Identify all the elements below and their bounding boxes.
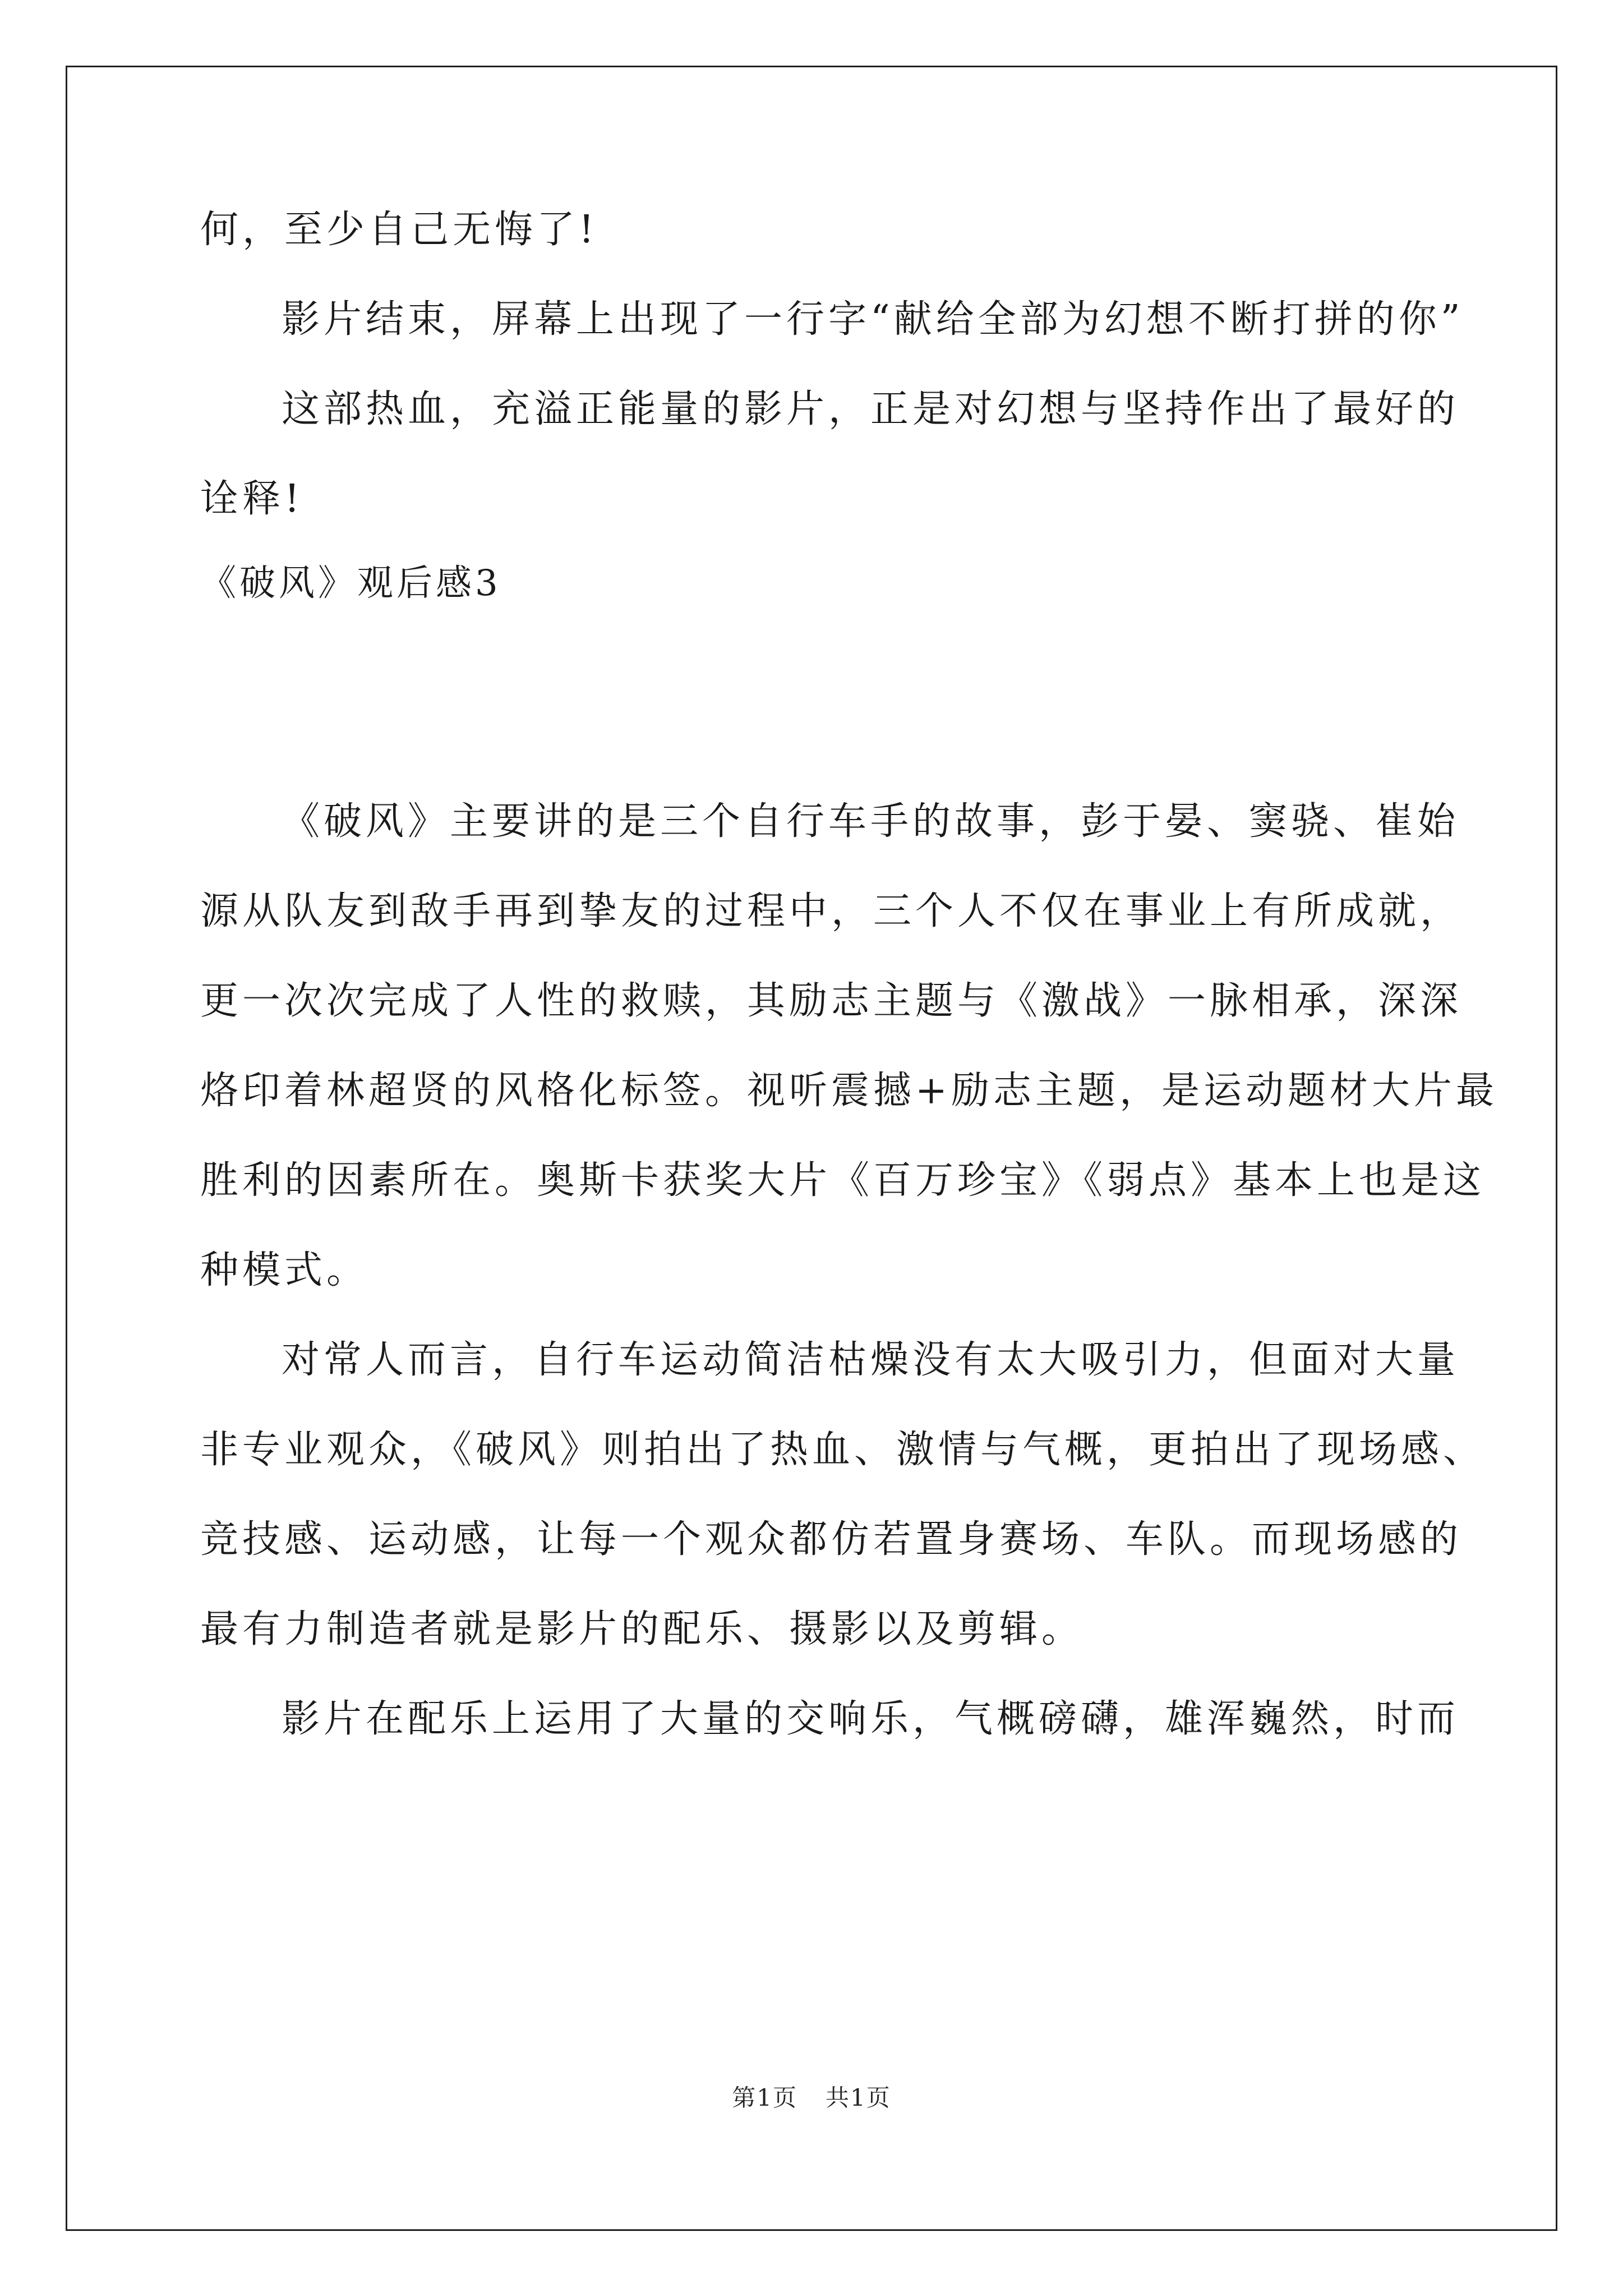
text-line: 源从队友到敌手再到挚友的过程中，三个人不仅在事业上有所成就， (200, 889, 1463, 933)
text-line: 影片在配乐上运用了大量的交响乐，气概磅礴，雄浑巍然，时而 (282, 1697, 1460, 1741)
page-number: 第1页 (732, 2084, 797, 2111)
text-line: 非专业观众，《破风》则拍出了热血、激情与气概，更拍出了现场感、 (200, 1428, 1486, 1472)
section-heading: 《破风》观后感3 (200, 563, 501, 604)
text-line: 竞技感、运动感，让每一个观众都仿若置身赛场、车队。而现场感的 (200, 1517, 1463, 1562)
text-line: 诠释! (200, 477, 304, 521)
text-line: 更一次次完成了人性的救赎，其励志主题与《激战》一脉相承，深深 (200, 979, 1463, 1023)
text-line: 对常人而言，自行车运动简洁枯燥没有太大吸引力，但面对大量 (282, 1338, 1460, 1382)
text-line: 烙印着林超贤的风格化标签。视听震撼+励志主题，是运动题材大片最 (200, 1069, 1498, 1113)
text-line: 何，至少自己无悔了! (200, 208, 598, 252)
page-total: 共1页 (826, 2084, 891, 2111)
page-footer (0, 2081, 1623, 2115)
text-line: 最有力制造者就是影片的配乐、摄影以及剪辑。 (200, 1607, 1084, 1651)
text-line: 种模式。 (200, 1248, 369, 1292)
text-line: 这部热血，充溢正能量的影片，正是对幻想与坚持作出了最好的 (282, 387, 1460, 431)
text-line: 影片结束，屏幕上出现了一行字“献给全部为幻想不断打拼的你” (282, 297, 1464, 342)
text-line: 《破风》主要讲的是三个自行车手的故事，彭于晏、窦骁、崔始 (282, 799, 1460, 844)
text-line: 胜利的因素所在。奥斯卡获奖大片《百万珍宝》《弱点》基本上也是这 (200, 1158, 1486, 1203)
